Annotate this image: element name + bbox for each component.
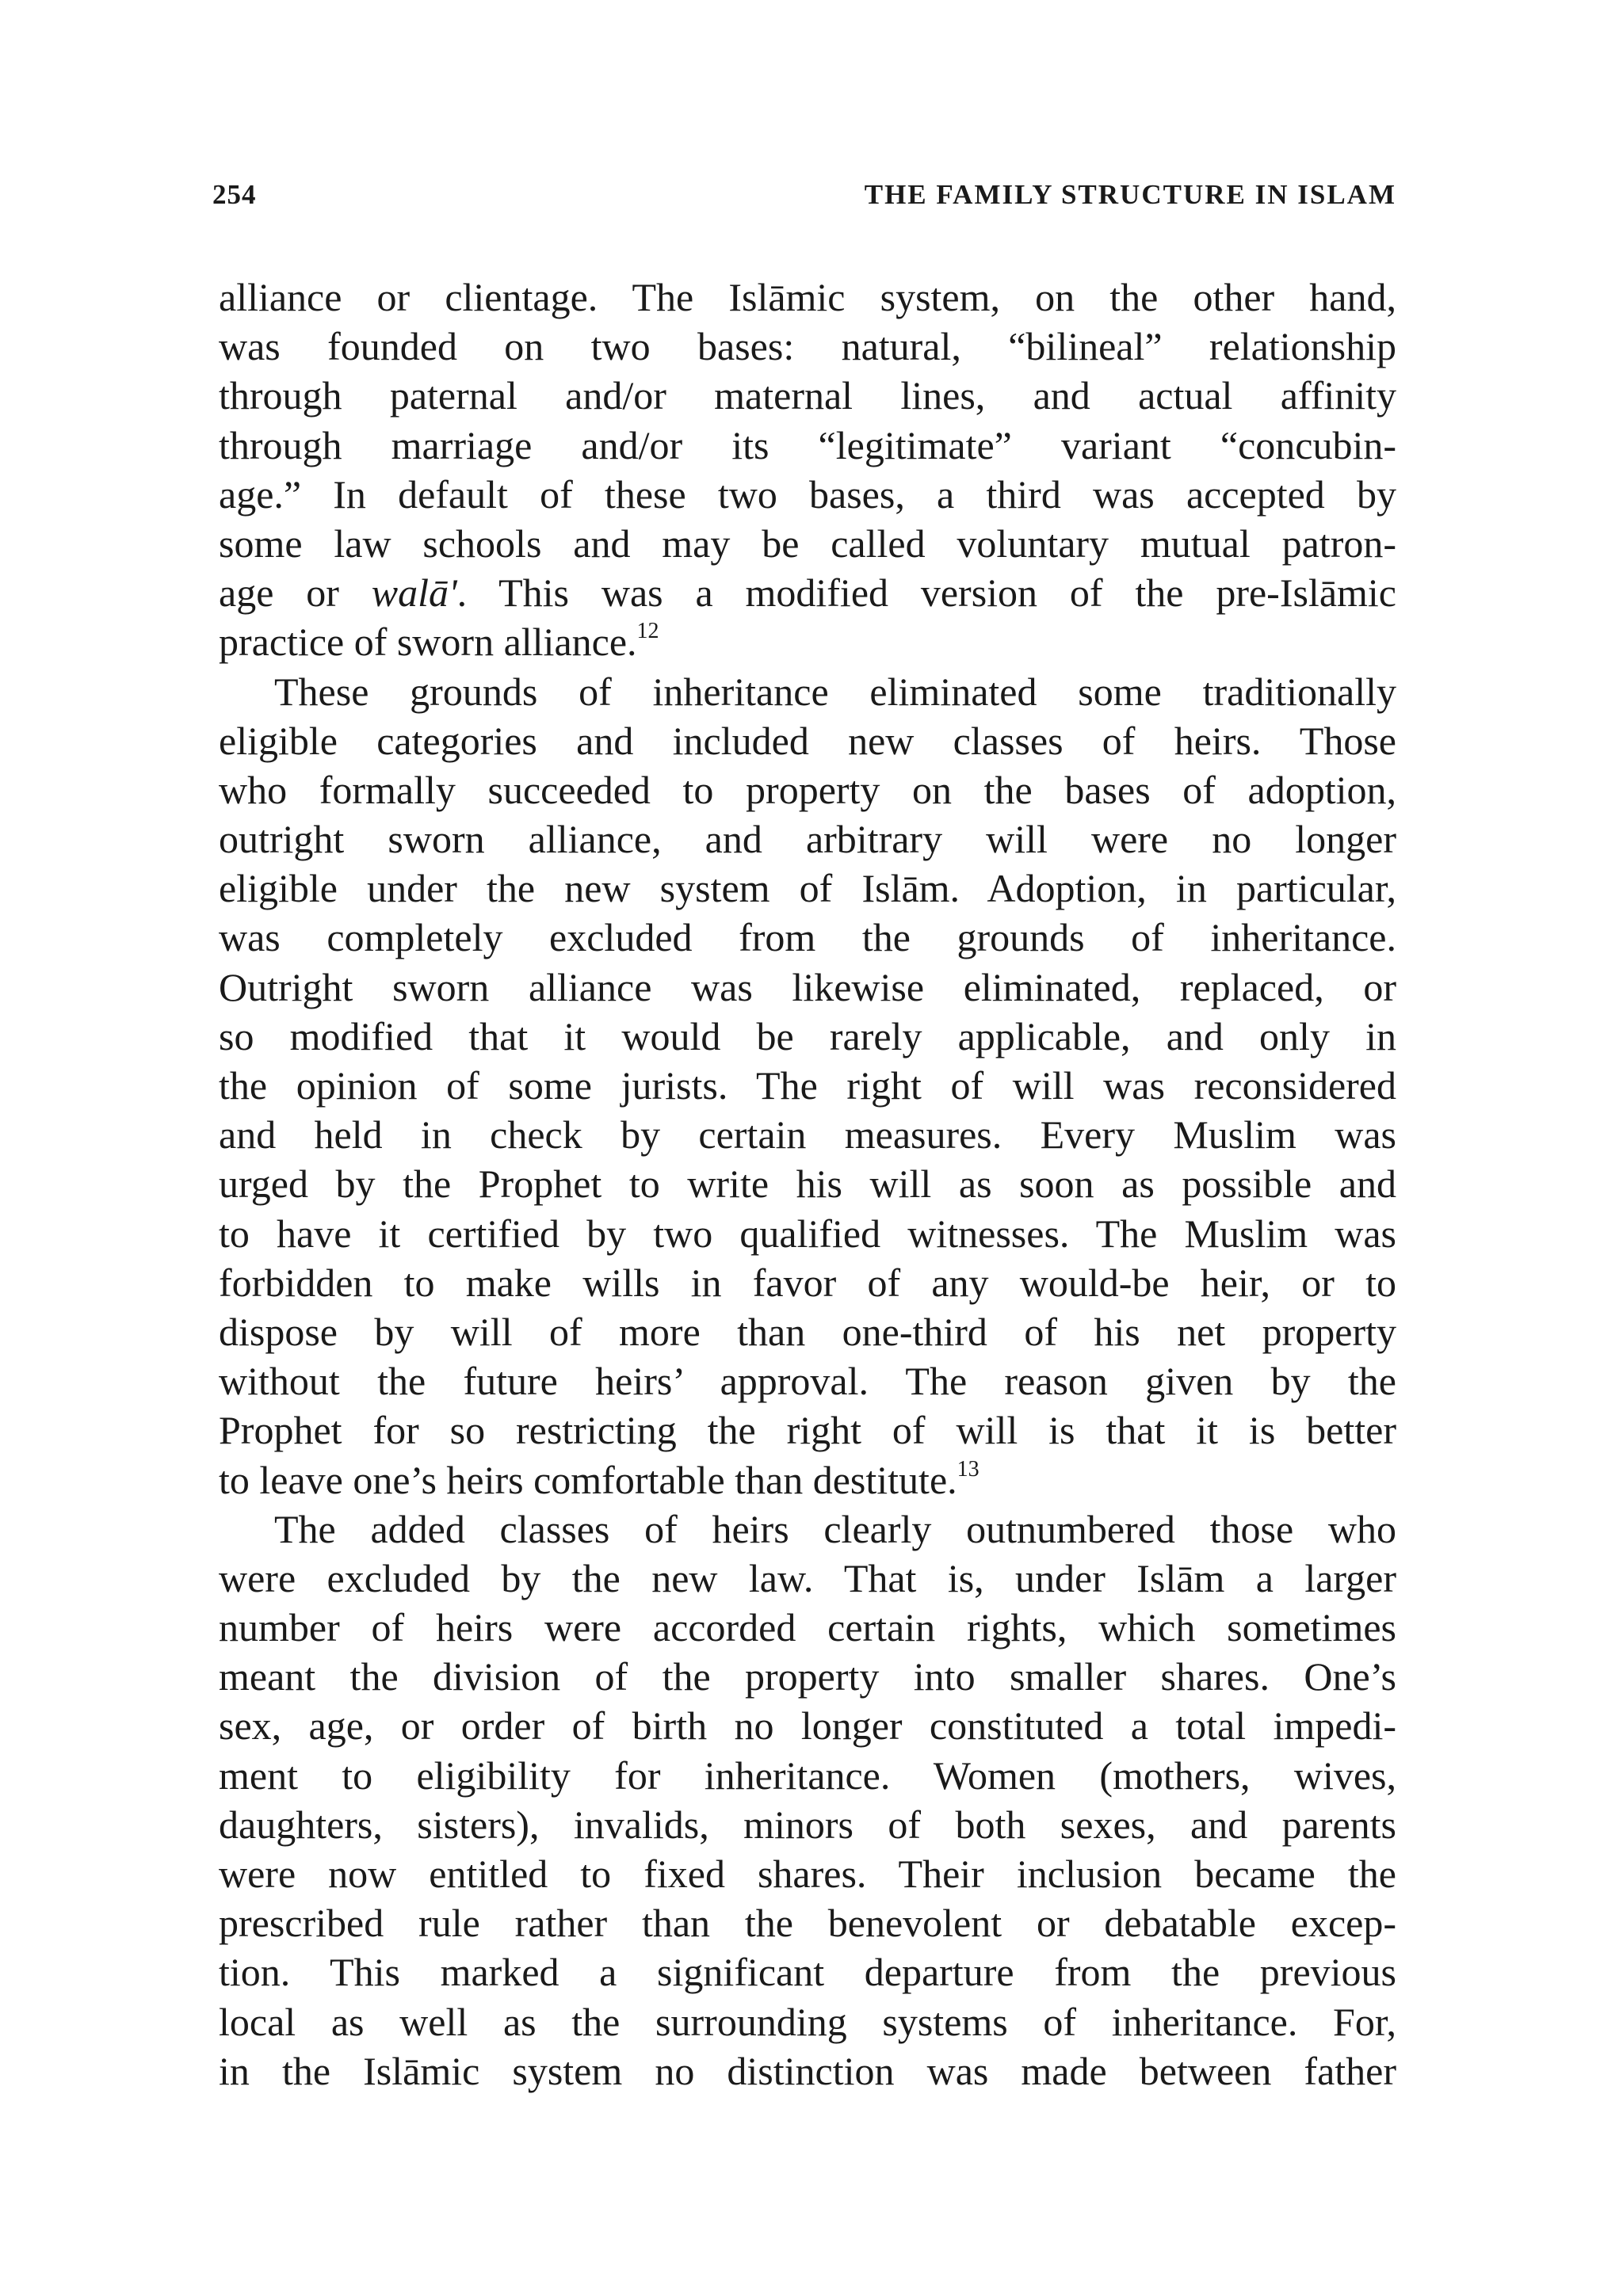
text-line: [219, 1061, 1396, 1110]
text-run: eligible categories and included new classes of heirs. Those: [219, 718, 1396, 763]
text-run: so modified that it would be rarely applicable, and only in: [219, 1013, 1396, 1058]
text-run: through paternal and/or maternal lines, and actual affinity: [219, 373, 1396, 418]
text-line: [219, 1701, 1396, 1750]
text-line: [219, 1947, 1396, 1997]
footnote-ref: 12: [636, 619, 659, 644]
text-run: urged by the Prophet to write his will as soon as possible and: [219, 1161, 1396, 1207]
footnote-ref: 13: [957, 1456, 980, 1482]
text-run: were excluded by the new law. That is, under Islām a larger: [219, 1555, 1396, 1600]
text-run: meant the division of the property into smaller shares. One’s: [219, 1654, 1396, 1699]
text-line: [219, 1898, 1396, 1947]
text-line: [219, 814, 1396, 864]
text-line: [219, 913, 1396, 962]
text-line: [219, 273, 1396, 322]
text-line: [219, 1849, 1396, 1898]
text-line: [219, 765, 1396, 814]
running-title: THE FAMILY STRUCTURE IN ISLAM: [864, 179, 1396, 210]
text-run: Outright sworn alliance was likewise eliminated, replaced, or: [219, 964, 1396, 1009]
text-run: were now entitled to fixed shares. Their inclusion became the: [219, 1852, 1396, 1896]
text-run: local as well as the surrounding systems of inheritance. For,: [219, 1999, 1396, 2044]
text-run: in the Islāmic system no distinction was made between father: [219, 2048, 1396, 2093]
text-run: age or: [219, 570, 372, 616]
text-run: eligible under the new system of Islām. Adoption, in particular,: [219, 866, 1396, 911]
running-head: [212, 179, 1396, 223]
text-line: [219, 667, 1396, 716]
text-line: [219, 519, 1396, 568]
text-run: was founded on two bases: natural, “bilineal” relationship: [219, 324, 1396, 369]
paragraph: [219, 273, 1396, 667]
text-line: [219, 1800, 1396, 1849]
text-run: the opinion of some jurists. The right of will was reconsidered: [219, 1063, 1396, 1108]
text-run: daughters, sisters), invalids, minors of both sexes, and parents: [219, 1802, 1396, 1847]
text-line: [219, 421, 1396, 470]
text-run: tion. This marked a significant departure from the previous: [219, 1950, 1396, 1995]
body-text: [219, 273, 1396, 2096]
text-line: [219, 1258, 1396, 1307]
text-run: outright sworn alliance, and arbitrary will were no longer: [219, 817, 1396, 862]
text-line: [219, 1505, 1396, 1554]
text-run: . This was a modified version of the pre-Islāmic: [456, 570, 1396, 616]
text-run: The added classes of heirs clearly outnumbered those who: [274, 1506, 1396, 1551]
text-run: prescribed rule rather than the benevolent or debatable excep-: [219, 1901, 1396, 1946]
text-run: was completely excluded from the grounds of inheritance.: [219, 915, 1396, 960]
text-line: [219, 1209, 1396, 1258]
text-line: [219, 963, 1396, 1012]
text-line: [219, 1455, 1396, 1505]
text-run: to have it certified by two qualified witnesses. The Muslim was: [219, 1211, 1396, 1256]
text-run: age.” In default of these two bases, a third was accepted by: [219, 471, 1396, 517]
text-run: These grounds of inheritance eliminated some traditionally: [274, 669, 1396, 714]
paragraph: [219, 667, 1396, 1505]
text-run: dispose by will of more than one-third of his net property: [219, 1309, 1396, 1354]
text-run: sex, age, or order of birth no longer constituted a total impedi-: [219, 1703, 1396, 1749]
text-line: [219, 322, 1396, 371]
text-line: [219, 1110, 1396, 1159]
text-run: practice of sworn alliance.: [219, 620, 637, 665]
text-line: [219, 568, 1396, 617]
text-run: Prophet for so restricting the right of will is that it is better: [219, 1408, 1396, 1453]
text-run: and held in check by certain measures. Every Muslim was: [219, 1112, 1396, 1158]
text-line: [219, 1356, 1396, 1405]
text-run: ment to eligibility for inheritance. Women (mothers, wives,: [219, 1753, 1396, 1798]
text-line: [219, 1307, 1396, 1356]
page-number: 254: [212, 179, 257, 210]
text-run: without the future heirs’ approval. The reason given by the: [219, 1359, 1396, 1404]
text-line: [219, 617, 1396, 666]
text-line: [219, 1652, 1396, 1701]
text-line: [219, 470, 1396, 519]
text-line: [219, 1012, 1396, 1061]
text-run: to leave one’s heirs comfortable than destitute.: [219, 1457, 957, 1502]
text-line: [219, 1554, 1396, 1603]
text-run: forbidden to make wills in favor of any would-be heir, or to: [219, 1260, 1396, 1305]
paragraph: [219, 1505, 1396, 2096]
text-line: [219, 864, 1396, 913]
text-line: [219, 1405, 1396, 1455]
text-run: number of heirs were accorded certain rights, which sometimes: [219, 1605, 1396, 1650]
text-line: [219, 2046, 1396, 2096]
text-run: who formally succeeded to property on the bases of adoption,: [219, 767, 1396, 812]
text-run: alliance or clientage. The Islāmic system, on the other hand,: [219, 275, 1396, 319]
text-line: [219, 716, 1396, 765]
text-run: some law schools and may be called voluntary mutual patron-: [219, 521, 1396, 566]
text-line: [219, 1159, 1396, 1208]
italic-term: walā': [371, 570, 457, 616]
text-run: through marriage and/or its “legitimate” variant “concubin-: [219, 422, 1396, 467]
text-line: [219, 1603, 1396, 1652]
text-line: [219, 1751, 1396, 1800]
text-line: [219, 1997, 1396, 2046]
text-line: [219, 371, 1396, 420]
